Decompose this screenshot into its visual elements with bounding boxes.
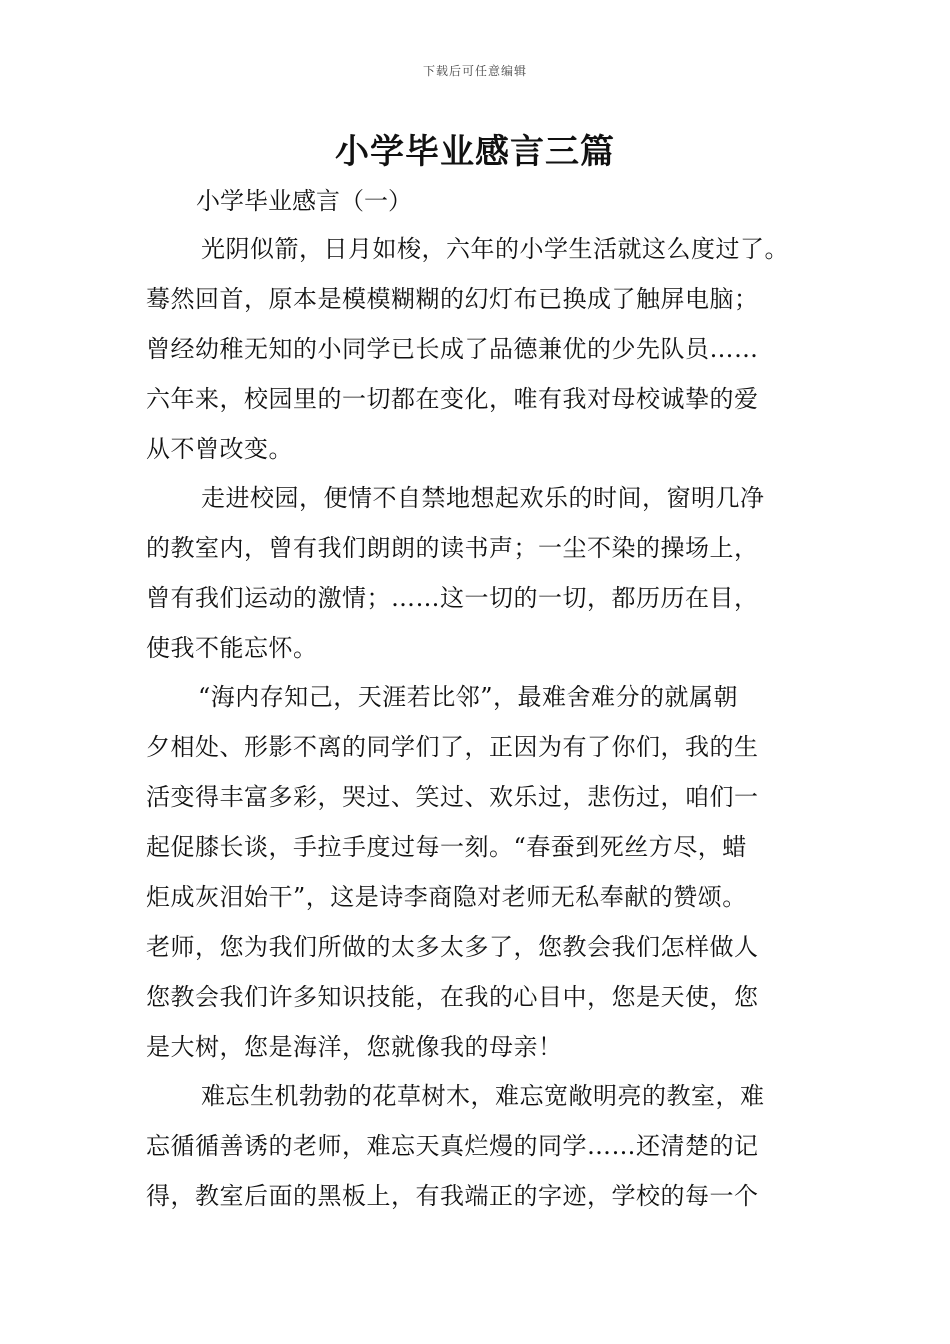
document-title: 小学毕业感言三篇 <box>335 132 615 172</box>
paragraph-line: 蓦然回首，原本是模模糊糊的幻灯布已换成了触屏电脑； <box>146 285 759 313</box>
paragraph-line: 忘循循善诱的老师，难忘天真烂熳的同学……还清楚的记 <box>146 1132 759 1160</box>
paragraph-line: 得，教室后面的黑板上，有我端正的字迹，学校的每一个 <box>146 1182 759 1210</box>
paragraph-line: 难忘生机勃勃的花草树木，难忘宽敞明亮的教室，难 <box>201 1082 765 1110</box>
paragraph-1 <box>146 224 826 474</box>
paragraph-line: 光阴似箭，日月如梭，六年的小学生活就这么度过了。 <box>201 235 789 263</box>
paragraph-line: 老师，您为我们所做的太多太多了，您教会我们怎样做人 <box>146 933 759 961</box>
section-heading: 小学毕业感言（一） <box>196 187 412 215</box>
paragraph-line: 曾经幼稚无知的小同学已长成了品德兼优的少先队员…… <box>146 335 759 363</box>
header-note: 下载后可任意编辑 <box>422 64 527 78</box>
paragraph-2 <box>146 473 826 673</box>
paragraph-line: 您教会我们许多知识技能，在我的心目中，您是天使，您 <box>146 983 759 1011</box>
paragraph-line: “海内存知己，天涯若比邻”，最难舍难分的就属朝 <box>198 683 739 711</box>
paragraph-line: 起促膝长谈，手拉手度过每一刻。“春蚕到死丝方尽，蜡 <box>146 833 747 861</box>
paragraph-line: 活变得丰富多彩，哭过、笑过、欢乐过，悲伤过，咱们一 <box>146 783 759 811</box>
paragraph-line: 从不曾改变。 <box>146 435 293 463</box>
paragraph-4 <box>146 1071 826 1221</box>
paragraph-line: 六年来，校园里的一切都在变化，唯有我对母校诚挚的爱 <box>146 385 759 413</box>
paragraph-line: 曾有我们运动的激情；……这一切的一切，都历历在目， <box>146 584 759 612</box>
paragraph-line: 使我不能忘怀。 <box>146 634 318 662</box>
paragraph-line: 是大树，您是海洋，您就像我的母亲！ <box>146 1033 563 1061</box>
paragraph-line: 走进校园，便情不自禁地想起欢乐的时间，窗明几净 <box>201 484 765 512</box>
paragraph-3 <box>146 672 826 1072</box>
paragraph-line: 夕相处、形影不离的同学们了，正因为有了你们，我的生 <box>146 733 759 761</box>
paragraph-line: 的教室内，曾有我们朗朗的读书声；一尘不染的操场上， <box>146 534 759 562</box>
paragraph-line: 炬成灰泪始干”，这是诗李商隐对老师无私奉献的赞颂。 <box>146 883 747 911</box>
